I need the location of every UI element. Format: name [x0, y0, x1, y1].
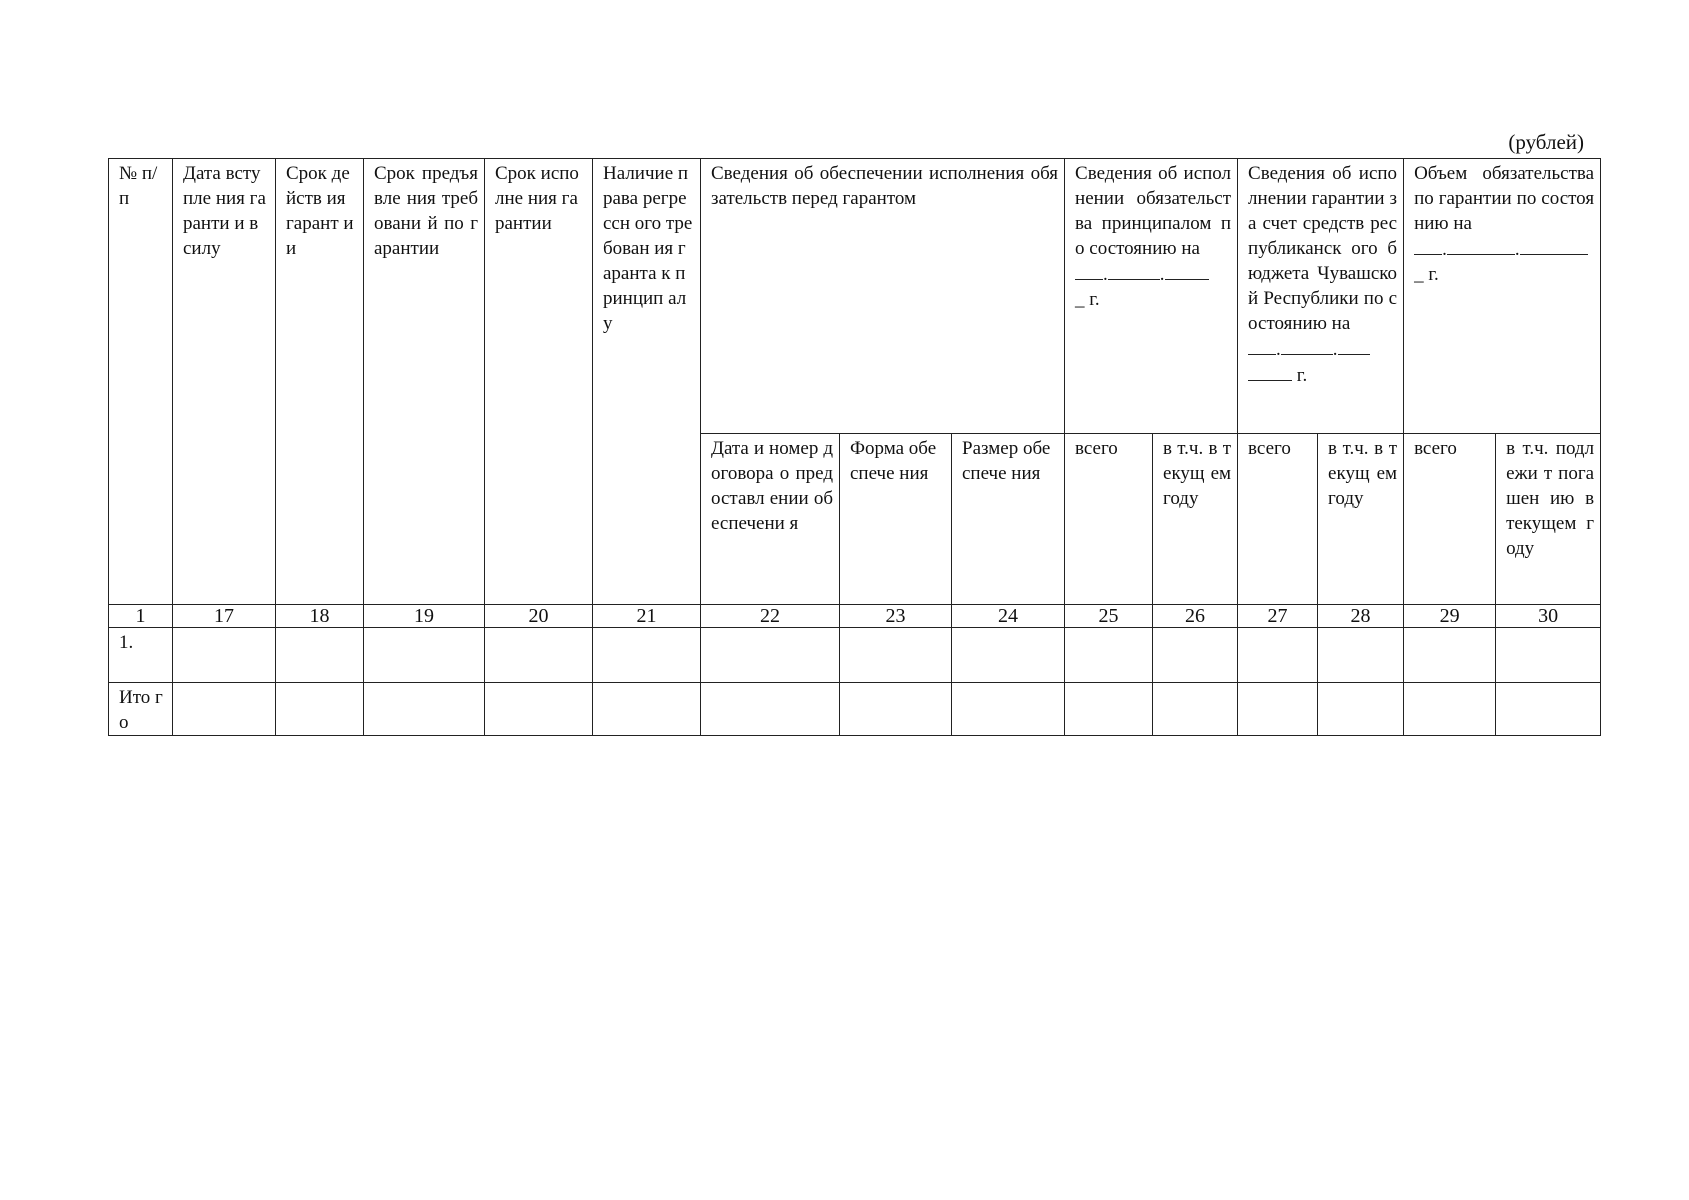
empty-cell	[485, 628, 593, 683]
empty-cell	[952, 683, 1065, 736]
column-number: 17	[173, 605, 276, 628]
header-cell-claim-term: Срок предъявле ния требовани й по гарантии	[364, 159, 485, 605]
date-blank-year	[1165, 261, 1209, 280]
empty-cell	[1496, 628, 1601, 683]
total-label: Ито го	[109, 683, 173, 736]
date-blank-day	[1248, 336, 1276, 355]
header-cell-budget-current-year: в т.ч. в текущ ем году	[1318, 434, 1404, 605]
header-cell-volume-current-year: в т.ч. подлежи т погашен ию в текущем году	[1496, 434, 1601, 605]
column-number: 18	[276, 605, 364, 628]
header-cell-regress-right: Наличие права регрессн ого требован ия гаранта к принцип алу	[593, 159, 701, 605]
empty-cell	[1404, 683, 1496, 736]
units-label: (рублей)	[1508, 130, 1584, 154]
column-number: 22	[701, 605, 840, 628]
empty-cell	[1153, 683, 1238, 736]
row-label: 1.	[109, 628, 173, 683]
empty-cell	[173, 683, 276, 736]
column-number: 19	[364, 605, 485, 628]
date-blank-month	[1108, 261, 1160, 280]
header-group-security: Сведения об обеспечении исполнения обязательств перед гарантом	[701, 159, 1065, 434]
empty-cell	[1318, 628, 1404, 683]
date-blank-month	[1447, 236, 1515, 255]
header-cell-number: № п/п	[109, 159, 173, 605]
empty-cell	[701, 628, 840, 683]
empty-cell	[701, 683, 840, 736]
volume-date-suffix: _ г.	[1414, 264, 1439, 285]
total-row	[109, 683, 1601, 736]
column-number: 27	[1238, 605, 1318, 628]
column-number: 21	[593, 605, 701, 628]
date-blank-day	[1414, 236, 1442, 255]
header-cell-principal-total: всего	[1065, 434, 1153, 605]
date-blank-year	[1338, 336, 1370, 355]
column-number: 24	[952, 605, 1065, 628]
budget-date-suffix: г.	[1296, 365, 1308, 386]
column-number: 30	[1496, 605, 1601, 628]
column-number: 28	[1318, 605, 1404, 628]
table-row	[109, 628, 1601, 683]
date-blank-month	[1281, 336, 1333, 355]
empty-cell	[1404, 628, 1496, 683]
date-blank-day	[1075, 261, 1103, 280]
empty-cell	[840, 683, 952, 736]
header-cell-principal-current-year: в т.ч. в текущ ем году	[1153, 434, 1238, 605]
empty-cell	[593, 683, 701, 736]
empty-cell	[276, 628, 364, 683]
obligation-volume-text: Объем обязательства по гарантии по состоянию на	[1414, 163, 1595, 234]
budget-execution-text: Сведения об исполнении гарантии за счет средств республиканск ого бюджета Чувашской Республики по состоянию на	[1248, 163, 1398, 334]
header-cell-volume-total: всего	[1404, 434, 1496, 605]
column-number-row	[109, 605, 1601, 628]
empty-cell	[1065, 683, 1153, 736]
empty-cell	[1238, 683, 1318, 736]
header-cell-execution-term: Срок исполне ния гарантии	[485, 159, 593, 605]
column-number: 26	[1153, 605, 1238, 628]
empty-cell	[173, 628, 276, 683]
empty-cell	[952, 628, 1065, 683]
empty-cell	[485, 683, 593, 736]
empty-cell	[1496, 683, 1601, 736]
empty-cell	[276, 683, 364, 736]
guarantee-register-table	[108, 158, 1601, 736]
header-group-budget-execution: Сведения об исполнении гарантии за счет средств республиканск ого бюджета Чувашской Республики по состоянию на . . г.	[1238, 159, 1404, 434]
header-cell-validity-term: Срок действ ия гарант ии	[276, 159, 364, 605]
column-number: 25	[1065, 605, 1153, 628]
date-blank-year	[1520, 236, 1588, 255]
principal-execution-text: Сведения об исполнении обязательства принципалом по состоянию на	[1075, 163, 1232, 259]
empty-cell	[364, 628, 485, 683]
empty-cell	[840, 628, 952, 683]
column-number: 1	[109, 605, 173, 628]
header-group-principal-execution: Сведения об исполнении обязательства принципалом по состоянию на . . _ г.	[1065, 159, 1238, 434]
column-number: 20	[485, 605, 593, 628]
date-blank-year-tail	[1248, 362, 1292, 381]
empty-cell	[593, 628, 701, 683]
empty-cell	[1153, 628, 1238, 683]
header-row-top	[109, 159, 1601, 434]
column-number: 29	[1404, 605, 1496, 628]
header-cell-effective-date: Дата вступле ния гаранти и в силу	[173, 159, 276, 605]
header-cell-security-size: Размер обеспече ния	[952, 434, 1065, 605]
column-number: 23	[840, 605, 952, 628]
header-cell-budget-total: всего	[1238, 434, 1318, 605]
empty-cell	[1318, 683, 1404, 736]
header-cell-security-contract: Дата и номер договора о предоставл ении обеспечени я	[701, 434, 840, 605]
empty-cell	[1065, 628, 1153, 683]
principal-date-suffix: _ г.	[1075, 289, 1100, 310]
empty-cell	[1238, 628, 1318, 683]
header-cell-security-form: Форма обеспече ния	[840, 434, 952, 605]
header-group-obligation-volume: Объем обязательства по гарантии по состоянию на . . _ г.	[1404, 159, 1601, 434]
empty-cell	[364, 683, 485, 736]
